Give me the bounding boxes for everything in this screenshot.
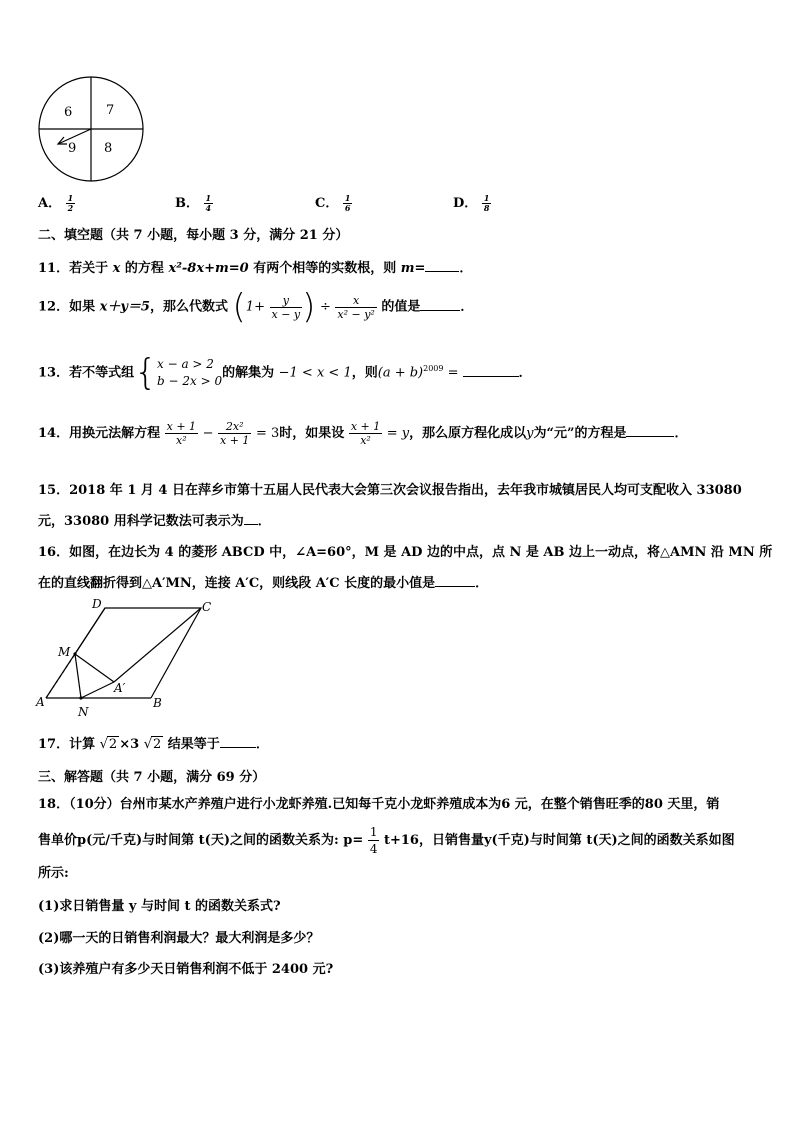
label-c: C [202,600,212,614]
question-13: 13．若不等式组{x − a > 2 b − 2x > 0的解集为 −1 < x < 1，则$(a + b)^{2009}$ = ． [38,352,532,393]
question-16-line1: 16．如图，在边长为 4 的菱形 ABCD 中，∠A=60°，M 是 AD 边的中点，点 N 是 AB 边上一动点，将△AMN 沿 MN 所 [38,545,773,560]
spinner-sector-6: 6 [64,105,73,120]
spinner-sector-9: 9 [68,141,77,156]
option-d-fraction: $\frac{1}{8}$ [483,193,490,213]
spinner-figure [36,74,146,184]
question-15-line2: 元，33080 用科学记数法可表示为 ． [38,514,271,529]
question-16-line2: 在的直线翻折得到△A′MN，连接 A′C，则线段 A′C 长度的最小值是 ． [38,576,489,591]
question-14: 14．用换元法解方程 $\frac{x + 1}{\text{x²}}$ − $\frac{\text{2x²}}{x + 1}$ = 3时，如果设 $\frac{x + 1}{\text{x²}}$ = y，那么原方程化成以y为“元”的方程是 ． [38,420,688,447]
label-n: N [78,705,89,719]
option-a[interactable]: A． $\frac{1}{2}$ [38,193,74,213]
option-b[interactable]: B． $\frac{1}{4}$ [175,193,212,213]
answer-blank-11[interactable] [425,271,459,272]
answer-blank-17[interactable] [220,747,256,748]
question-18-sub2: (2)哪一天的日销售利润最大？最大利润是多少？ [38,931,320,946]
question-11: 11．若关于 x 的方程 x²-8x+m=0 有两个相等的实数根，则 m= ． [38,261,473,276]
label-d: D [92,597,102,611]
question-18-line1: 18．（10分）台州市某水产养殖户进行小龙虾养殖.已知每千克小龙虾养殖成本为6 元，在整个销售旺季的80 天里，销 [38,797,720,812]
question-18-line2: 售单价p(元/千克)与时间第 t(天)之间的函数关系为: p= $\frac{1}{4}$ t+16，日销售量y(千克)与时间第 t(天)之间的函数关系如图 [38,825,735,856]
option-b-fraction: $\frac{1}{4}$ [205,193,212,213]
label-m: M [58,645,71,659]
answer-blank-16[interactable] [435,586,475,587]
answer-blank-13[interactable] [463,376,519,377]
question-15-line1: 15．2018 年 1 月 4 日在萍乡市第十五届人民代表大会第三次会议报告指出，去年我市城镇居民人均可支配收入 33080 [38,483,742,498]
rhombus-figure [30,596,220,720]
question-18-line3: 所示: [38,866,69,881]
answer-blank-12[interactable] [420,310,460,311]
section2-heading: 二、填空题（共 7 小题，每小题 3 分，满分 21 分） [38,228,349,243]
spinner-sector-7: 7 [106,103,115,118]
spinner-sector-8: 8 [104,141,113,156]
option-c[interactable]: C． $\frac{1}{6}$ [315,193,351,213]
question-12: 12．如果 x＋y＝5，那么代数式 (1+ $\frac{y}{x - y}$ ) ÷ $\frac{x}{\text{x² − y²}}$ 的值是 ． [38,287,474,327]
question-17: 17．计算 √2 ×3 √2 结果等于 ． [38,737,269,752]
option-c-fraction: $\frac{1}{6}$ [344,193,351,213]
question-18-sub1: (1)求日销售量 y 与时间 t 的函数关系式? [38,899,281,914]
label-a-prime: A′ [114,681,126,695]
label-b: B [153,696,162,710]
answer-blank-14[interactable] [626,436,674,437]
answer-blank-15[interactable] [244,524,258,525]
option-a-fraction: $\frac{1}{2}$ [67,193,74,213]
section3-heading: 三、解答题（共 7 小题，满分 69 分） [38,770,266,785]
label-a: A [36,695,45,709]
question-18-sub3: (3)该养殖户有多少天日销售利润不低于 2400 元? [38,962,334,977]
option-d[interactable]: D． $\frac{1}{8}$ [453,193,490,213]
